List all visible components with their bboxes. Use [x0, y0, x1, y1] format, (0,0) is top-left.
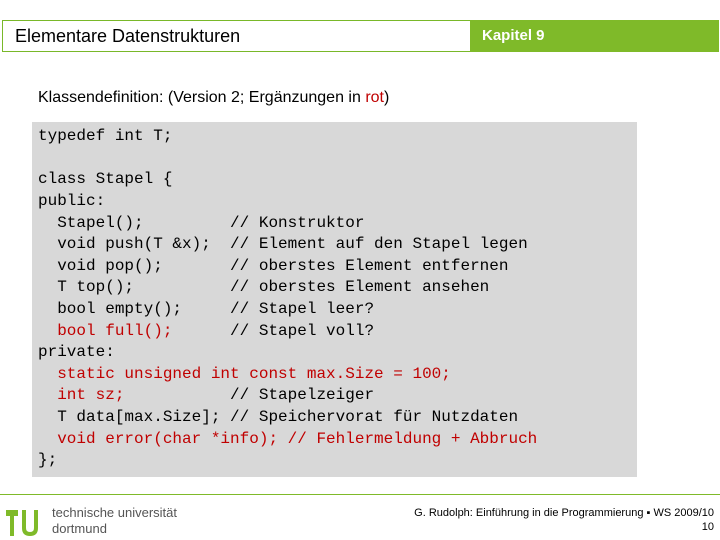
university-line-1: technische universität: [52, 505, 178, 520]
intro-suffix: ): [384, 89, 390, 106]
code-line: void push(T &x); // Element auf den Stapel legen: [38, 235, 528, 253]
code-line: private:: [38, 343, 115, 361]
tu-logo-icon: [4, 502, 48, 538]
code-line: public:: [38, 192, 106, 210]
code-line: int sz; // Stapelzeiger: [38, 386, 375, 404]
page-title: Elementare Datenstrukturen: [15, 26, 241, 46]
code-line: typedef int T;: [38, 127, 173, 145]
code-line: class Stapel {: [38, 170, 173, 188]
footer-divider: [0, 494, 720, 495]
code-line: };: [38, 451, 58, 469]
chapter-label: Kapitel 9: [482, 27, 545, 44]
page-number: 10: [701, 521, 714, 533]
code-block: [32, 122, 637, 477]
code-line: bool full(); // Stapel voll?: [38, 322, 375, 340]
code-line: T top(); // oberstes Element ansehen: [38, 278, 490, 296]
code-line: static unsigned int const max.Size = 100;: [38, 365, 451, 383]
code-line: void error(char *info); // Fehlermeldung + Abbruch: [38, 430, 538, 448]
footer-credit-text: G. Rudolph: Einführung in die Programmierung ▪ WS 2009/10: [414, 507, 714, 519]
university-line-2: dortmund: [52, 521, 107, 536]
footer-credit: [414, 506, 714, 534]
intro-highlight: rot: [365, 89, 384, 106]
code-line: Stapel(); // Konstruktor: [38, 214, 365, 232]
code-line: T data[max.Size]; // Speichervorat für Nutzdaten: [38, 408, 519, 426]
university-name: [52, 505, 177, 537]
code-line: bool empty(); // Stapel leer?: [38, 300, 375, 318]
chapter-tab: [470, 20, 719, 52]
intro-prefix: Klassendefinition: (Version 2; Ergänzungen in: [38, 89, 366, 106]
intro-text: [38, 89, 389, 107]
code-line: void pop(); // oberstes Element entfernen: [38, 257, 509, 275]
